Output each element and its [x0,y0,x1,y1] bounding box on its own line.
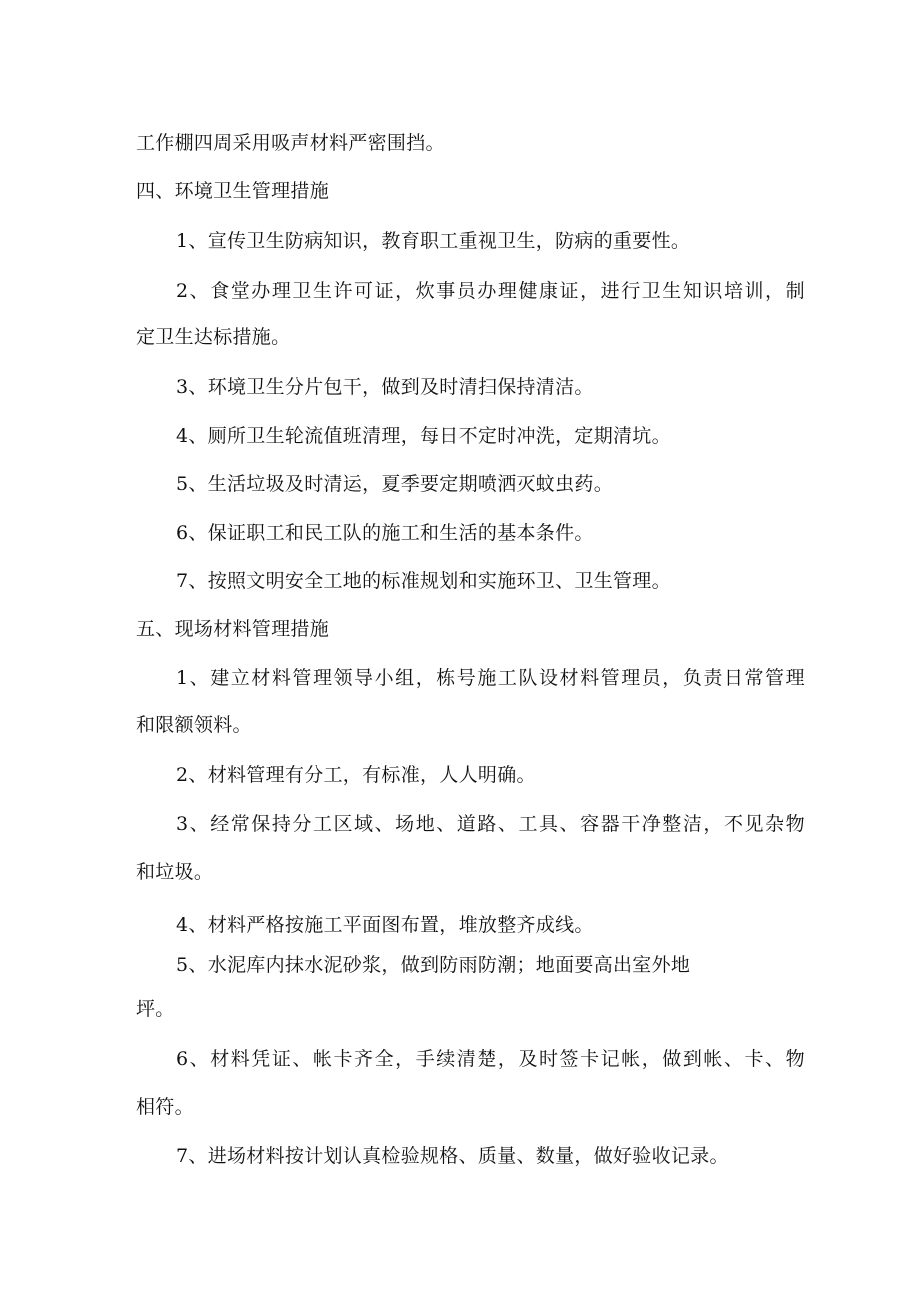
list-item: 1、宣传卫生防病知识，教育职工重视卫生，防病的重要性。 [176,230,691,252]
list-item-continuation: 相符。 [136,1096,194,1118]
list-item: 3、环境卫生分片包干，做到及时清扫保持清洁。 [176,376,594,398]
list-item: 1、建立材料管理领导小组，栋号施工队设材料管理员，负责日常管理 [176,667,807,689]
section-heading-materials: 五、现场材料管理措施 [136,618,330,640]
list-item: 4、厕所卫生轮流值班清理，每日不定时冲洗，定期清坑。 [176,425,671,447]
list-item: 7、按照文明安全工地的标准规划和实施环卫、卫生管理。 [176,570,671,592]
list-item: 2、材料管理有分工，有标准，人人明确。 [176,764,536,786]
list-item: 5、水泥库内抹水泥砂浆，做到防雨防潮；地面要高出室外地 [176,954,691,976]
paragraph-line: 工作棚四周采用吸声材料严密围挡。 [136,132,445,154]
list-item: 4、材料严格按施工平面图布置，堆放整齐成线。 [176,914,594,936]
list-item-continuation: 坪。 [136,998,175,1020]
list-item: 5、生活垃圾及时清运，夏季要定期喷洒灭蚊虫药。 [176,473,613,495]
list-item-continuation: 和限额领料。 [136,714,252,736]
list-item: 7、进场材料按计划认真检验规格、质量、数量，做好验收记录。 [176,1145,729,1167]
list-item-continuation: 定卫生达标措施。 [136,326,291,348]
list-item-continuation: 和垃圾。 [136,861,214,883]
list-item: 2、食堂办理卫生许可证，炊事员办理健康证，进行卫生知识培训，制 [176,280,807,302]
list-item: 3、经常保持分工区域、场地、道路、工具、容器干净整洁，不见杂物 [176,813,807,835]
list-item: 6、保证职工和民工队的施工和生活的基本条件。 [176,522,594,544]
section-heading-environment: 四、环境卫生管理措施 [136,180,330,202]
list-item: 6、材料凭证、帐卡齐全，手续清楚，及时签卡记帐，做到帐、卡、物 [176,1048,807,1070]
